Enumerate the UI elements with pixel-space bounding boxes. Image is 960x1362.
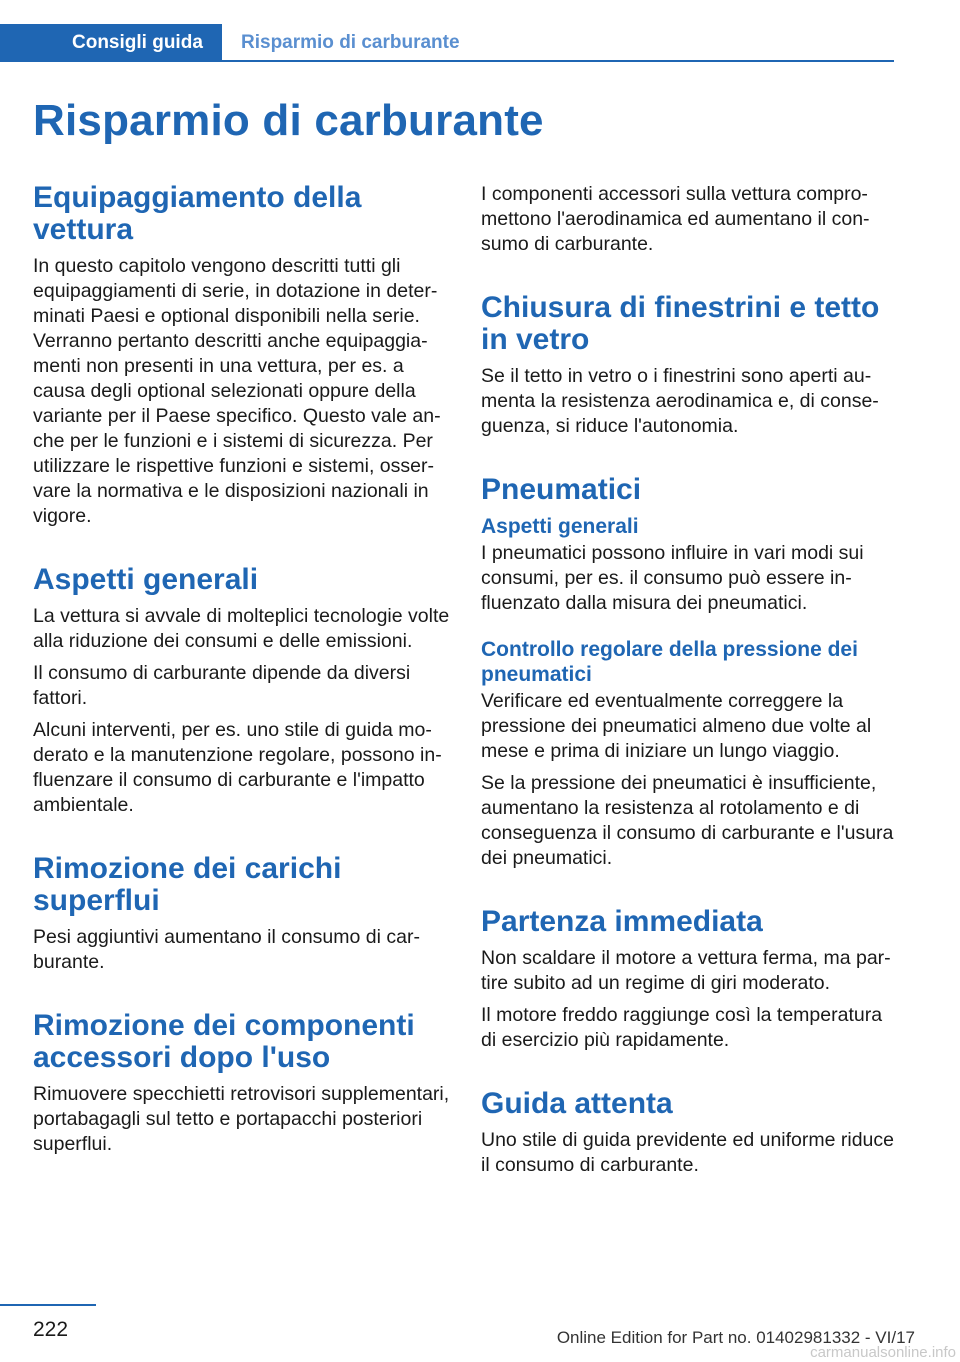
watermark: carmanualsonline.info xyxy=(810,1344,956,1361)
paragraph: Verificare ed eventualmente correggere la pressione dei pneumatici almeno due volte al mese e prima di iniziare un lungo viaggio. xyxy=(481,690,872,762)
subheading-general: Aspetti generali xyxy=(481,515,639,538)
section-heading-tyres: Pneumatici xyxy=(481,473,642,506)
paragraph: Se la pressione dei pneumatici è insufficiente, aumentano la resistenza al rotolamento e di conseguenza il consumo di carburante e l'usura dei pneumatici. xyxy=(481,772,894,869)
header-divider xyxy=(222,60,894,62)
subheading-pressure-check: Controllo regolare della pressione dei pneumatici xyxy=(481,638,858,686)
spacer xyxy=(33,536,451,564)
paragraph: La vettura si avvale di molteplici tecnologie volte alla riduzione dei consumi e delle emissioni. xyxy=(33,605,450,652)
spacer xyxy=(481,1060,895,1088)
breadcrumb: Risparmio di carburante xyxy=(241,32,460,53)
page-header xyxy=(0,0,960,64)
paragraph: Se il tetto in vetro o i finestrini sono aperti aumenta la resistenza aerodinamica e, di conseguenza, si riduce l'autonomia. xyxy=(481,365,879,437)
paragraph: Pesi aggiuntivi aumentano il consumo di carburante. xyxy=(33,926,420,973)
right-column xyxy=(481,182,895,1185)
section-heading-accessories: Rimozione dei componenti accessori dopo l'uso xyxy=(33,1009,415,1074)
paragraph: Uno stile di guida previdente ed uniforme riduce il consumo di carburante. xyxy=(481,1129,894,1176)
paragraph: I componenti accessori sulla vettura compromettono l'aerodinamica ed aumentano il consumo di carburante. xyxy=(481,183,870,255)
spacer xyxy=(481,446,895,474)
section-heading-careful-driving: Guida attenta xyxy=(481,1087,673,1120)
section-heading-windows: Chiusura di finestrini e tetto in vetro xyxy=(481,291,880,356)
page-number: 222 xyxy=(33,1318,69,1341)
section-tab: Consigli guida xyxy=(0,24,222,62)
spacer xyxy=(481,264,895,292)
spacer xyxy=(481,623,895,637)
paragraph: Non scaldare il motore a vettura ferma, ma partire subito ad un regime di giri moderato. xyxy=(481,947,891,994)
spacer xyxy=(33,982,451,1010)
page-title: Risparmio di carburante xyxy=(33,96,544,145)
section-heading-equipment: Equipaggiamento della vettura xyxy=(33,181,362,246)
left-column xyxy=(33,182,451,1164)
paragraph: Il consumo di carburante dipende da diversi fattori. xyxy=(33,662,411,709)
section-heading-loads: Rimozione dei carichi superflui xyxy=(33,852,342,917)
paragraph: Il motore freddo raggiunge così la temperatura di esercizio più rapidamente. xyxy=(481,1004,883,1051)
page-footer xyxy=(0,1300,960,1362)
paragraph: I pneumatici possono influire in vari modi sui consumi, per es. il consumo può essere influenzato dalla misura dei pneumatici. xyxy=(481,542,864,614)
paragraph: Alcuni interventi, per es. uno stile di guida moderato e la manutenzione regolare, possono influenzare il consumo di carburante e l'impatto ambientale. xyxy=(33,719,442,816)
paragraph: Rimuovere specchietti retrovisori supplementari, portabagagli sul tetto e portapacchi posteriori superflui. xyxy=(33,1083,450,1155)
footer-divider xyxy=(0,1304,96,1306)
edition-note: Online Edition for Part no. 01402981332 - VI/17 xyxy=(556,1328,915,1347)
spacer xyxy=(481,878,895,906)
paragraph: In questo capitolo vengono descritti tutti gli equipaggiamenti di serie, in dotazione in determinati Paesi e optional disponibili nella serie. Verranno pertanto descritti anche equipaggiamenti non presenti in una vettura, per es. a causa degli optional selezionati oppure della variante per il Paese specifico. Questo vale anche per le funzioni e i sistemi di sicurezza. Per utilizzare le rispettive funzioni e sistemi, osservare la normativa e le disposizioni nazionali in vigore. xyxy=(33,255,441,527)
section-heading-start: Partenza immediata xyxy=(481,905,763,938)
spacer xyxy=(33,825,451,853)
section-heading-general: Aspetti generali xyxy=(33,563,259,596)
